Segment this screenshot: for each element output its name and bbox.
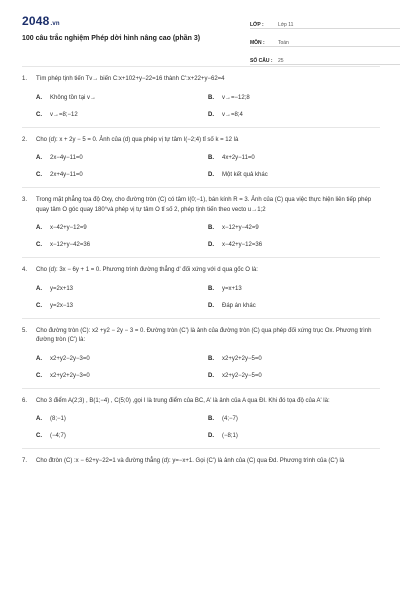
question-number: 4.	[22, 267, 28, 273]
question-divider	[22, 66, 380, 67]
answer-option[interactable]	[36, 414, 208, 425]
answer-option[interactable]	[208, 110, 380, 121]
question-text: Trong mặt phẳng tọa độ Oxy, cho đường tròn (C) có tâm I(0;−1), bán kính R = 3. Ảnh của (C) qua việc thực hiện liên tiếp phép quay tâm O góc quay 180°và phép vị tự tâm O tỉ số 2, phép tịnh tiến theo vecto u→1;2	[36, 197, 372, 213]
option-letter: C.	[36, 372, 42, 379]
question-text: Cho đtròn (C) :x − 62+y−22=1 và đường thẳng (d): y=−x+1. Gọi (C') là ảnh của (C) qua Đd. Phương trình của (C') là	[36, 458, 345, 464]
question-divider	[22, 448, 380, 449]
option-letter: B.	[208, 94, 214, 101]
option-text: x2+y2+2y−5=0	[222, 355, 262, 362]
option-row	[36, 354, 380, 365]
meta-value: Toán	[278, 40, 289, 46]
option-text: x−42+y−12=36	[222, 242, 263, 248]
answer-option[interactable]	[208, 170, 380, 181]
option-letter: B.	[208, 285, 214, 292]
question-stem	[22, 397, 380, 407]
option-letter: C.	[36, 302, 42, 309]
question-text: Cho 3 điểm A(2;3) , B(1;−4) , C(5;0) ,gọi I là trung điểm của BC, A' là ảnh của A qua ĐI. Khi đó tọa độ của A' là:	[36, 397, 330, 404]
meta-row-class	[250, 14, 400, 29]
option-row	[36, 170, 380, 181]
answer-option[interactable]	[208, 93, 380, 104]
option-letter: D.	[208, 172, 214, 178]
question-divider	[22, 388, 380, 389]
option-row	[36, 284, 380, 295]
option-text: y=x+13	[222, 285, 242, 292]
option-letter: A.	[36, 225, 42, 231]
answer-option[interactable]	[36, 431, 208, 442]
option-text: x−12+y−42=36	[50, 242, 91, 248]
question-divider	[22, 127, 380, 128]
question-number: 1.	[22, 76, 28, 82]
option-letter: D.	[208, 302, 214, 309]
option-row	[36, 414, 380, 425]
question-text: Cho (d): x + 2y − 5 = 0. Ảnh của (d) qua phép vị tự tâm I(−2;4) tỉ số k = 12 là	[36, 136, 239, 143]
option-text: v→=8;4	[222, 111, 243, 118]
logo-main: 2048	[22, 14, 50, 28]
answer-options	[36, 153, 380, 181]
header	[22, 0, 380, 66]
answer-option[interactable]	[208, 371, 380, 382]
question-stem	[22, 196, 380, 215]
option-letter: A.	[36, 285, 42, 292]
question-divider	[22, 318, 380, 319]
option-letter: B.	[208, 155, 214, 161]
question-number: 7.	[22, 458, 28, 464]
answer-option[interactable]	[36, 301, 208, 312]
option-letter: A.	[36, 94, 42, 101]
option-text: x2+y2−2y−3=0	[50, 355, 90, 362]
answer-options	[36, 414, 380, 442]
meta-label: MÔN :	[250, 40, 265, 46]
option-row	[36, 371, 380, 382]
option-row	[36, 223, 380, 234]
option-letter: B.	[208, 355, 214, 362]
option-row	[36, 153, 380, 164]
answer-options	[36, 93, 380, 121]
answer-option[interactable]	[36, 93, 208, 104]
question	[0, 266, 380, 312]
option-text: y=2x+13	[50, 285, 74, 292]
option-text: Đáp án khác	[222, 302, 256, 309]
option-letter: A.	[36, 155, 42, 161]
option-letter: C.	[36, 242, 42, 248]
option-letter: D.	[208, 372, 214, 379]
answer-option[interactable]	[36, 223, 208, 234]
answer-option[interactable]	[208, 223, 380, 234]
option-letter: B.	[208, 416, 214, 422]
question-divider	[22, 187, 380, 188]
option-row	[36, 110, 380, 121]
option-letter: D.	[208, 433, 214, 439]
option-text: 2x−4y−11=0	[50, 155, 83, 161]
option-row	[36, 301, 380, 312]
question	[0, 397, 380, 443]
option-letter: C.	[36, 433, 42, 439]
option-text: 4x+2y−11=0	[222, 155, 255, 161]
question-number: 3.	[22, 197, 28, 203]
question	[0, 196, 380, 251]
option-letter: C.	[36, 111, 42, 118]
answer-option[interactable]	[208, 284, 380, 295]
answer-option[interactable]	[208, 354, 380, 365]
answer-option[interactable]	[208, 414, 380, 425]
question-list	[0, 66, 400, 467]
question-stem	[22, 457, 380, 467]
meta-row-subject	[250, 32, 400, 47]
option-text: v→=−12;8	[222, 94, 250, 101]
option-text: (4;−7)	[222, 416, 238, 422]
answer-options	[36, 354, 380, 382]
option-letter: C.	[36, 172, 42, 178]
option-text: x−42+y−12=9	[50, 225, 87, 231]
option-text: x2+y2−2y−5=0	[222, 372, 262, 379]
site-logo[interactable]	[22, 14, 60, 28]
answer-option[interactable]	[208, 431, 380, 442]
option-row	[36, 431, 380, 442]
question-number: 2.	[22, 136, 28, 143]
question	[0, 327, 380, 382]
meta-label: SỐ CÂU :	[250, 58, 273, 64]
option-letter: A.	[36, 416, 42, 422]
doc-title: 100 câu trắc nghiệm Phép dời hình nâng cao (phần 3)	[22, 35, 201, 42]
answer-option[interactable]	[36, 371, 208, 382]
option-row	[36, 240, 380, 251]
answer-option[interactable]	[208, 301, 380, 312]
answer-option[interactable]	[208, 240, 380, 251]
answer-option[interactable]	[36, 354, 208, 365]
answer-option[interactable]	[36, 284, 208, 295]
answer-option[interactable]	[36, 153, 208, 164]
answer-option[interactable]	[36, 110, 208, 121]
question-divider	[22, 257, 380, 258]
option-text: y=2x−13	[50, 302, 74, 309]
question-number: 5.	[22, 327, 28, 334]
option-text: x−12+y−42=9	[222, 225, 259, 231]
option-letter: D.	[208, 242, 214, 248]
option-text: Không tồn tại v→	[50, 94, 97, 101]
question-stem	[22, 327, 380, 346]
question-number: 6.	[22, 397, 28, 404]
option-text: Một kết quả khác	[222, 172, 268, 178]
question-text: Cho (d): 3x − 6y + 1 = 0. Phương trình đường thẳng d' đối xứng với d qua gốc O là:	[36, 267, 258, 273]
option-letter: A.	[36, 355, 42, 362]
question	[0, 136, 380, 182]
answer-options	[36, 223, 380, 251]
logo-sub: .vn	[50, 21, 60, 27]
option-text: 2x+4y−11=0	[50, 172, 83, 178]
question-stem	[22, 266, 380, 276]
question-stem	[22, 75, 380, 85]
option-text: (−4;7)	[50, 433, 66, 439]
question-text: Cho đường tròn (C): x2 +y2 − 2y − 3 = 0. Đường tròn (C') là ảnh của đường tròn (C) qua phép đối xứng trục Ox. Phương trình đường tròn (C') là:	[36, 327, 372, 343]
question	[0, 457, 380, 467]
option-letter: D.	[208, 111, 214, 118]
answer-option[interactable]	[36, 240, 208, 251]
option-letter: B.	[208, 225, 214, 231]
question-text: Tìm phép tịnh tiến Tv→ biến C:x+102+y−22=16 thành C':x+22+y−62=4	[36, 76, 225, 82]
option-text: v→=8;−12	[50, 111, 78, 118]
answer-option[interactable]	[36, 170, 208, 181]
meta-label: LỚP :	[250, 22, 264, 28]
answer-options	[36, 284, 380, 312]
meta-value: Lớp 11	[278, 22, 294, 28]
meta-panel	[250, 14, 400, 68]
answer-option[interactable]	[208, 153, 380, 164]
option-text: x2+y2+2y−3=0	[50, 372, 90, 379]
meta-value: 25	[278, 58, 284, 64]
question-stem	[22, 136, 380, 146]
question	[0, 75, 380, 121]
meta-row-count	[250, 50, 400, 65]
option-text: (8;−1)	[50, 416, 66, 422]
option-text: (−8;1)	[222, 433, 238, 439]
option-row	[36, 93, 380, 104]
